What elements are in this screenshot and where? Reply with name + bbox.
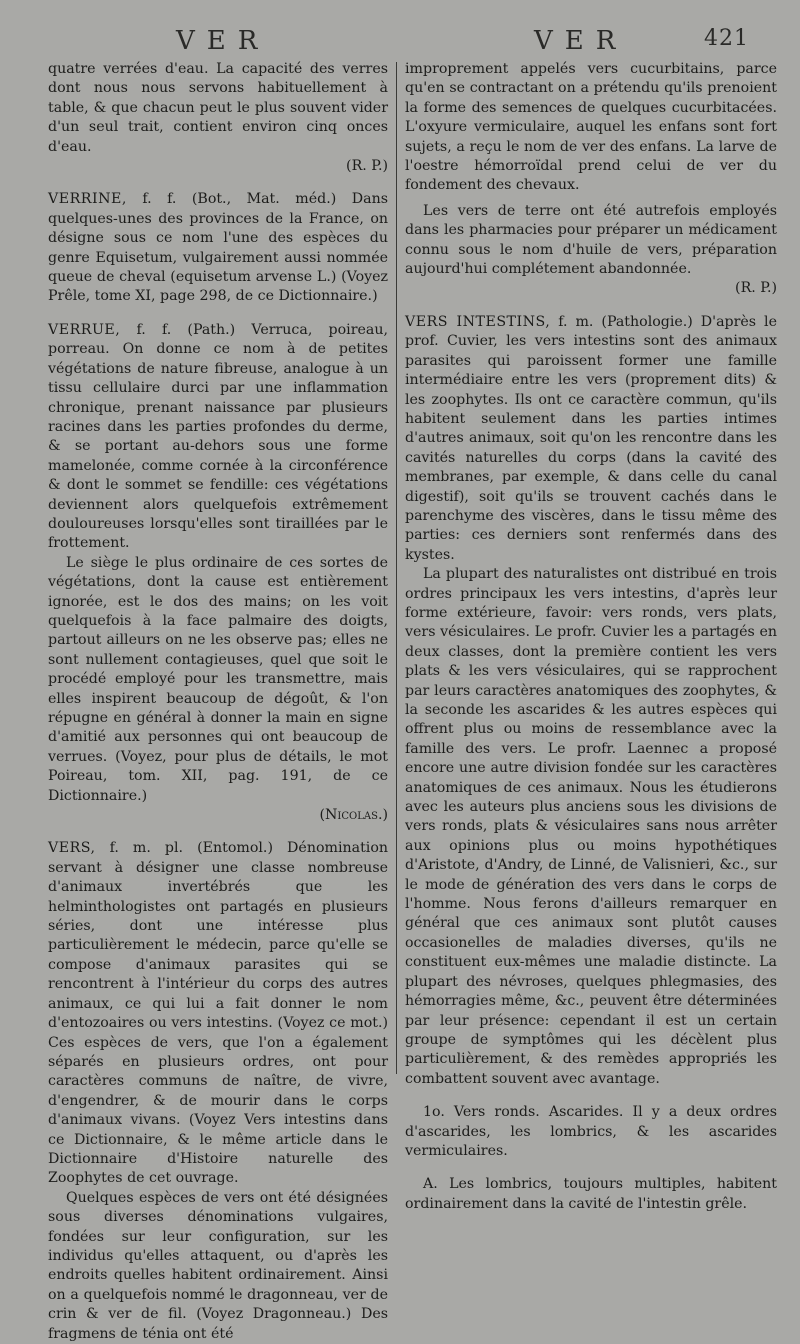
entry-body: f. m. pl. (Entomol.) Dénomination servant à désigner une classe nombreuse d'animaux invertébrés que les helminthologistes ont partagés en plusieurs séries, dont une intéresse plus particulièrement le médecin, parce qu'elle se compose d'animaux parasites qui se rencontrent à l'intérieur du corps des autres animaux, ce qui lui a fait donner le nom d'entozoaires ou vers intestins. (Voyez ce mot.) Ces espèces de vers, que l'on a également séparés en plusieurs ordres, ont pour caractères communs de naître, de vivre, d'engendrer, & de mourir dans le corps d'animaux vivans. (Voyez Vers intestins dans ce Dictionnaire, & le même article dans le Dictionnaire d'Histoire naturelle des Zoophytes de cet ouvrage. [48,840,388,1187]
entry-headword: VERRUE, [48,321,121,338]
entry-body: f. f. (Bot., Mat. méd.) Dans quelques-unes des provinces de la France, on désigne sous ce nom l'une des espèces du genre Equisetum, vulgairement aussi nommée queue de cheval (equisetum arvense L.) (Voyez Prêle, tome XI, page 298, de ce Dictionnaire.) [48,191,388,305]
column-divider [396,62,397,1074]
paragraph-vers-de-terre: Les vers de terre ont été autrefois employés dans les pharmacies pour préparer un médicament connu sous le nom d'huile de vers, préparation aujourd'hui complétement abandonnée. [405,202,777,278]
running-header-right: VER [534,26,628,56]
entry-body: f. f. (Path.) Verruca, poireau, porreau. On donne ce nom à de petites végétations de nature fibreuse, analogue à un tissu cellulaire durci par une inflammation chronique, prenant naissance par plusieurs racines dans les parties profondes du derme, & se portant au-dehors sous une forme mamelonée, comme cornée à la circonférence & dont le sommet se fendille: ces végétations deviennent alors quelquefois extrêmement douloureuses lorsqu'elles sont tiraillées par le frottement. [48,321,388,552]
signature-rp: (R. P.) [346,158,388,175]
section-vers-ronds: 1o. Vers ronds. Ascarides. Il y a deux ordres d'ascarides, les lombrics, & les ascarides vermiculaires. [405,1104,777,1159]
running-header-left: VER [176,26,270,56]
entry-headword: VERS INTESTINS, [405,313,551,330]
paragraph-vers-2: Quelques espèces de vers ont été désignées sous diverses dénominations vulgaires, fondées sur leur configuration, sur les individus qu'elles attaquent, ou d'après les endroits quelles habitent ordinairement. Ainsi on a quelquefois nommé le dragonneau, ver de crin & ver de fil. (Voyez Dragonneau.) Des fragmens de ténia ont été [48,1189,388,1342]
entry-verrine [48,190,388,306]
signature-nicolas: (Nicolas.) [319,807,388,824]
right-column [405,60,777,1214]
entry-headword: VERS, [48,840,96,857]
section-lombrics: A. Les lombrics, toujours multiples, habitent ordinairement dans la cavité de l'intestin grêle. [405,1176,777,1212]
paragraph-verres-end: quatre verrées d'eau. La capacité des verres dont nous nous servons habituellement à table, & que chacun peut le plus souvent vider d'un seul trait, contient environ cinq onces d'eau. [48,61,388,155]
signature-rp-2: (R. P.) [735,280,777,297]
paragraph-cucurbitains: improprement appelés vers cucurbitains, parce qu'en se contractant on a prétendu qu'ils prenoient la forme des semences de quelques cucurbitacées. L'oxyure vermiculaire, auquel les enfans sont fort sujets, a reçu le nom de ver des enfans. La larve de l'oestre hémorroïdal prend celui de ver du fondement des chevaux. [405,61,777,194]
paragraph-verrue-2: Le siège le plus ordinaire de ces sortes de végétations, dont la cause est entièrement ignorée, est le dos des mains; on les voit quelquefois à la face palmaire des doigts, partout ailleurs on ne les observe pas; elles ne sont nullement contagieuses, quel que soit le procédé employé pour les transmettre, mais elles inspirent beaucoup de dégoût, & l'on répugne en général à donner la main en signe d'amitié aux personnes qui ont beaucoup de verrues. (Voyez, pour plus de détails, le mot Poireau, tom. XII, pag. 191, de ce Dictionnaire.) [48,554,388,804]
entry-body: f. m. (Pathologie.) D'après le prof. Cuvier, les vers intestins sont des animaux parasites qui paroissent former une famille intermédiaire entre les vers (proprement dits) & les zoophytes. Ils ont ce caractère commun, qu'ils habitent seulement dans les parties intimes d'autres animaux, soit qu'on les rencontre dans les cavités naturelles du corps (dans la cavité des membranes, par exemple, & dans celle du canal digestif), soit qu'ils se trouvent cachés dans le parenchyme des viscères, dans le tissu même des parties: ces derniers sont renfermés dans des kystes. [405,313,777,563]
paragraph-vers-intestins-2: La plupart des naturalistes ont distribué en trois ordres principaux les vers intestins, d'après leur forme extérieure, favoir: vers ronds, vers plats, vers vésiculaires. Le profr. Cuvier les a partagés en deux classes, dont la première contient les vers plats & les vers vésiculaires, qui se rapprochent par leurs caractères anatomiques des zoophytes, & la seconde les ascarides & les autres espèces qui offrent plus ou moins de ressemblance avec la famille des vers. Le profr. Laennec a proposé encore une autre division fondée sur les caractères anatomiques de ces animaux. Nous les étudierons avec les auteurs plus anciens sous les divisions de vers ronds, plats & vésiculaires sans nous arrêter aux opinions plus ou moins hypothétiques d'Aristote, d'Andry, de Linné, de Valisnieri, &c., sur le mode de génération des vers dans le corps de l'homme. Nous ferons d'ailleurs remarquer en général que ces animaux sont plutôt causes occasionelles de maladies diverses, qu'ils ne constituent eux-mêmes une maladie distincte. La plupart des névroses, quelques phlegmasies, des hémorragies même, &c., peuvent être déterminées par leur présence: cependant il est un certain groupe de symptômes qui les décèlent plus particulièrement, & des remèdes appropriés les combattent souvent avec avantage. [405,566,777,1087]
page-number: 421 [704,26,749,51]
entry-vers-intestins [405,313,777,565]
entry-headword: VERRINE, [48,191,127,208]
left-column [48,60,388,1344]
entry-vers [48,839,388,1188]
entry-verrue [48,321,388,554]
